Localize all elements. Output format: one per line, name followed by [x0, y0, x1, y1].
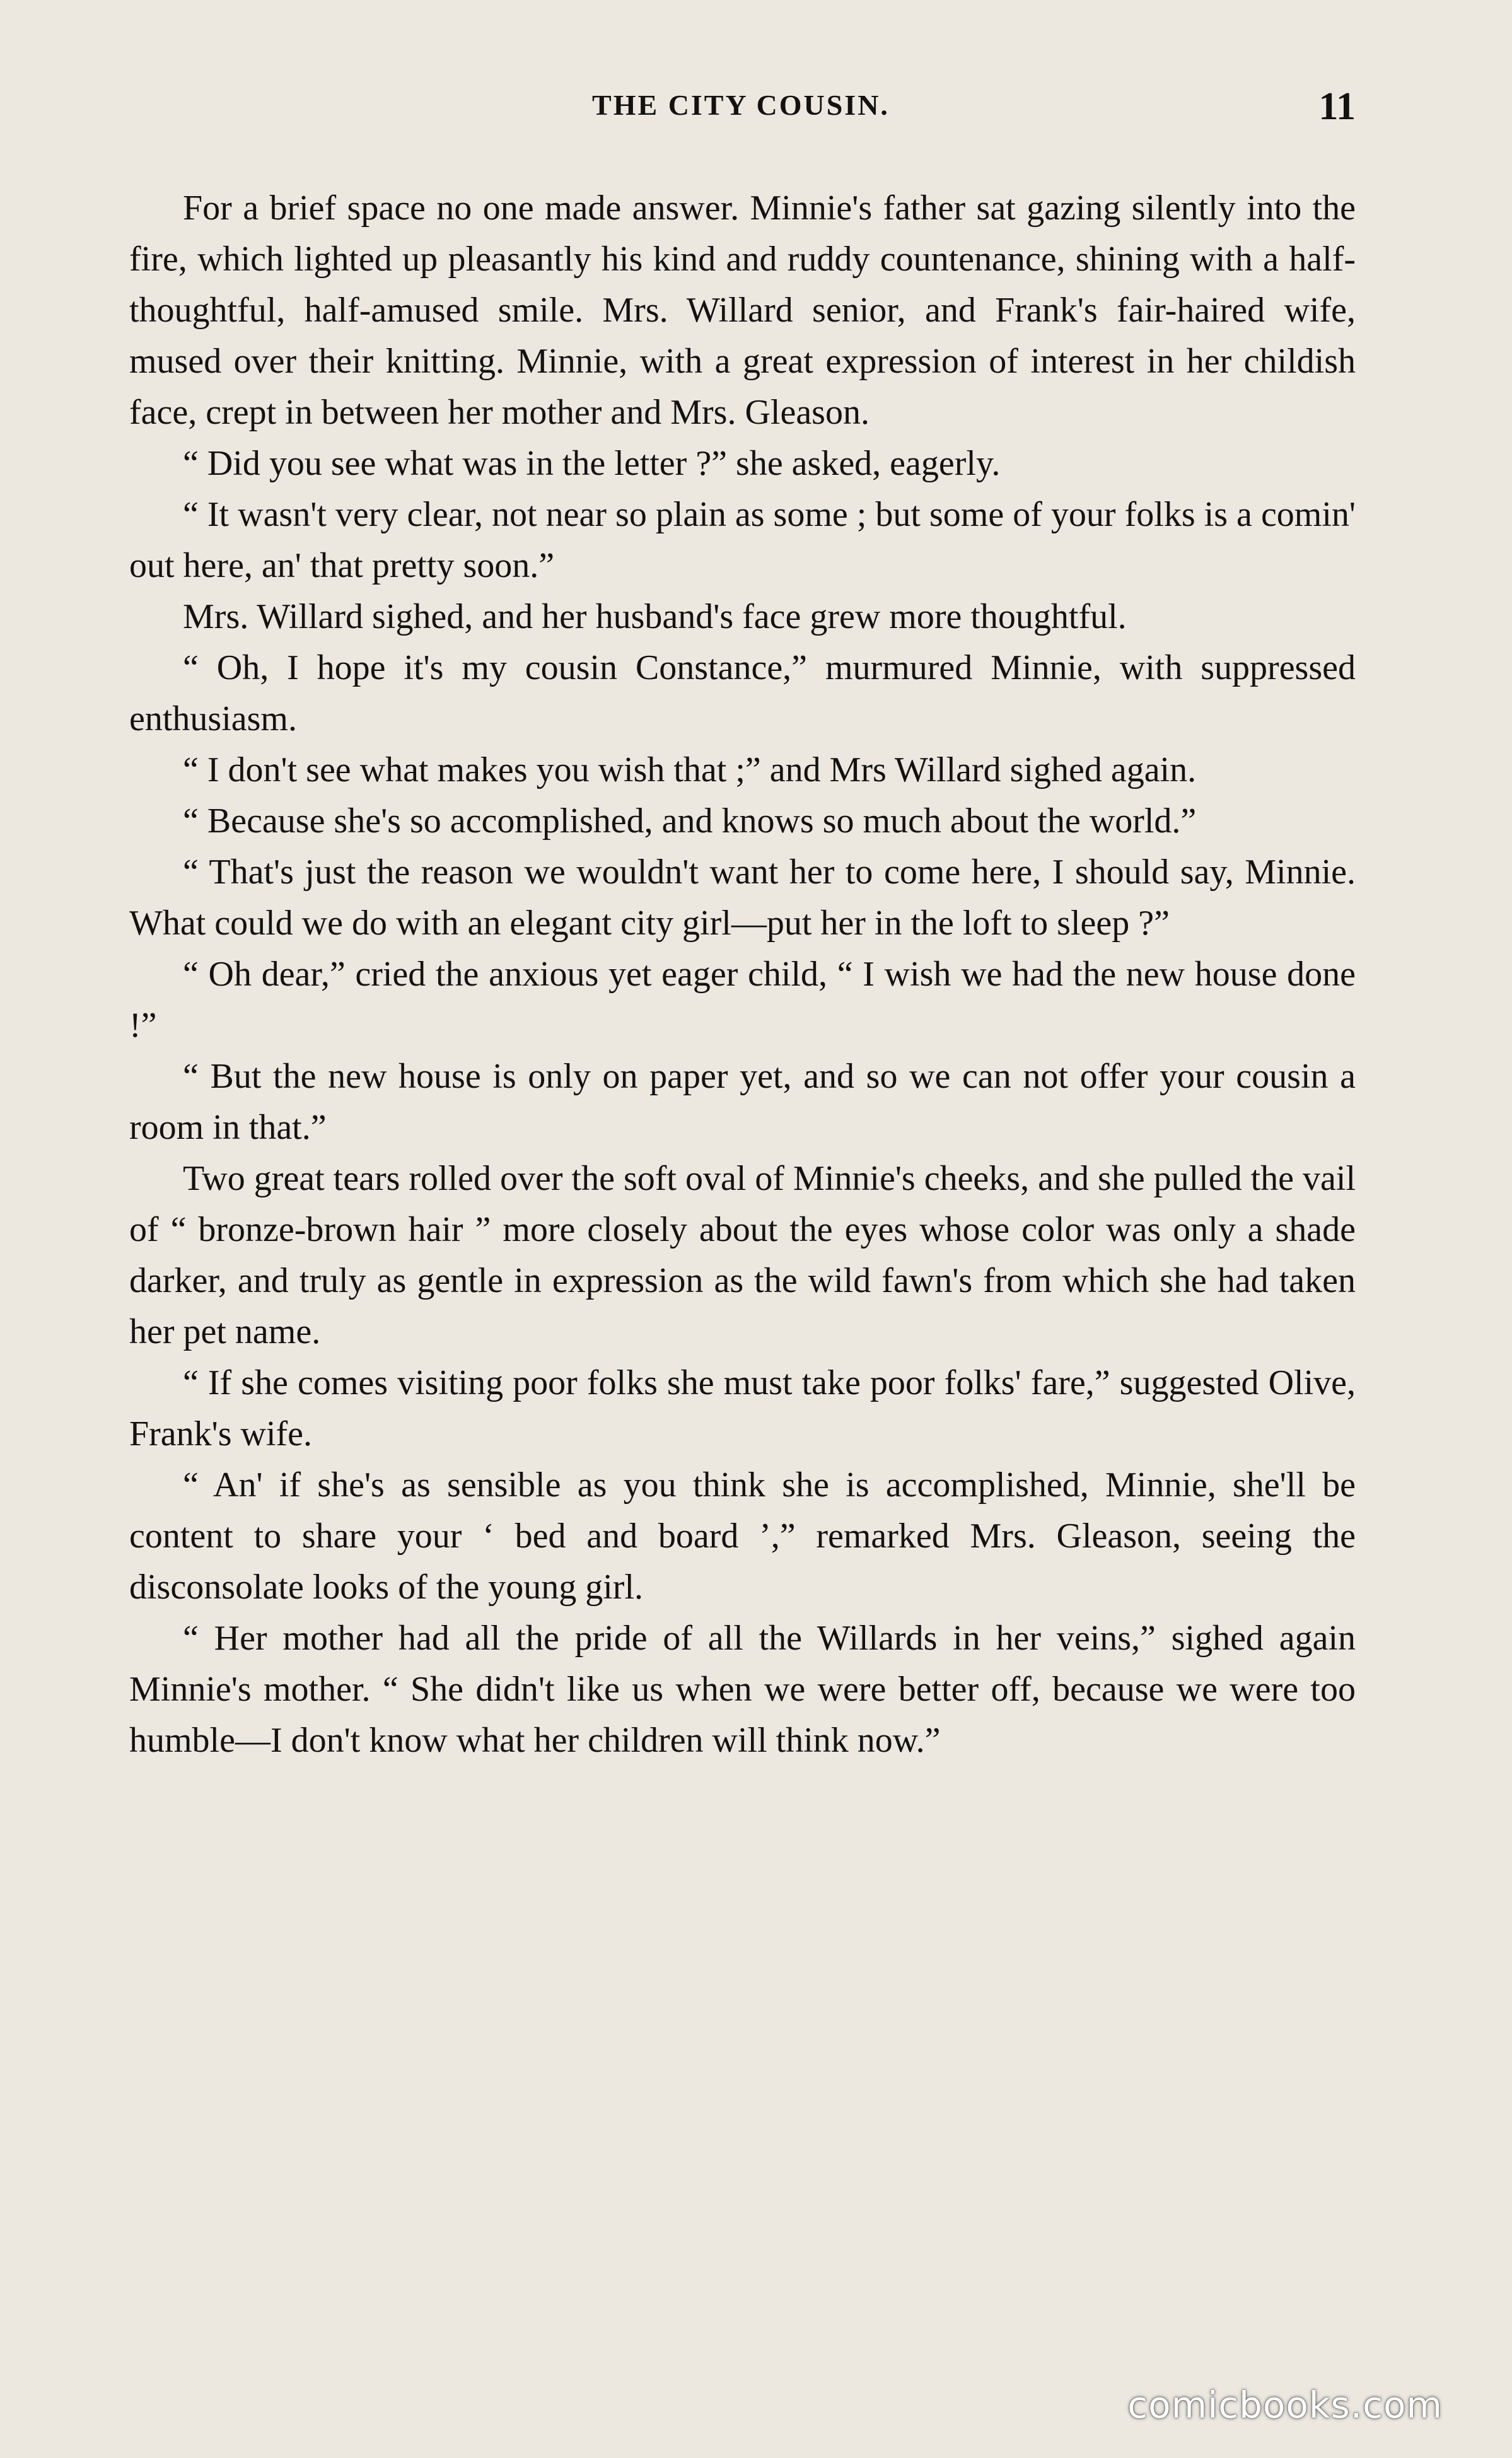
paragraph: “ That's just the reason we wouldn't want her to come here, I should say, Minnie. What could we do with an elegant city girl—put her in the loft to sleep ?”: [129, 853, 1356, 943]
page-header: [126, 85, 1356, 139]
paragraph: “ If she comes visiting poor folks she must take poor folks' fare,” suggested Olive, Frank's wife.: [129, 1363, 1356, 1453]
body-text: [129, 183, 1356, 1766]
paragraph: “ Her mother had all the pride of all the Willards in her veins,” sighed again Minnie's mother. “ She didn't like us when we were better off, because we were too humble—I don't know what her children will think now.”: [129, 1619, 1356, 1760]
running-title: THE CITY COUSIN.: [592, 89, 890, 121]
paragraph: “ It wasn't very clear, not near so plain as some ; but some of your folks is a comin' out here, an' that pretty soon.”: [129, 495, 1356, 585]
paragraph: “ Because she's so accomplished, and knows so much about the world.”: [183, 801, 1197, 841]
paragraph: “ Oh, I hope it's my cousin Constance,” murmured Minnie, with suppressed enthusiasm.: [129, 648, 1356, 738]
paragraph: “ Oh dear,” cried the anxious yet eager child, “ I wish we had the new house done !”: [129, 955, 1356, 1045]
page-number: 11: [1318, 85, 1356, 128]
paragraph: “ But the new house is only on paper yet, and so we can not offer your cousin a room in that.”: [129, 1057, 1356, 1147]
paragraph: “ An' if she's as sensible as you think she is accomplished, Minnie, she'll be content to share your ‘ bed and board ’,” remarked Mrs. Gleason, seeing the disconsolate looks of the young girl.: [129, 1465, 1356, 1607]
paragraph: Mrs. Willard sighed, and her husband's face grew more thoughtful.: [183, 597, 1127, 636]
paragraph: “ Did you see what was in the letter ?” she asked, eagerly.: [183, 444, 1001, 483]
paragraph: Two great tears rolled over the soft oval of Minnie's cheeks, and she pulled the vail of “ bronze-brown hair ” more closely about the eyes whose color was only a shade darker, and truly as gentle in expression as the wild fawn's from which she had taken her pet name.: [129, 1159, 1356, 1351]
paragraph: For a brief space no one made answer. Minnie's father sat gazing silently into the fire, which lighted up pleasantly his kind and ruddy countenance, shining with a half-thoughtful, half-amused smile. Mrs. Willard senior, and Frank's fair-haired wife, mused over their knitting. Minnie, with a great expression of interest in her childish face, crept in between her mother and Mrs. Gleason.: [129, 189, 1356, 432]
paragraph: “ I don't see what makes you wish that ;” and Mrs Willard sighed again.: [183, 750, 1197, 789]
watermark: comicbooks.com: [1127, 2384, 1443, 2426]
